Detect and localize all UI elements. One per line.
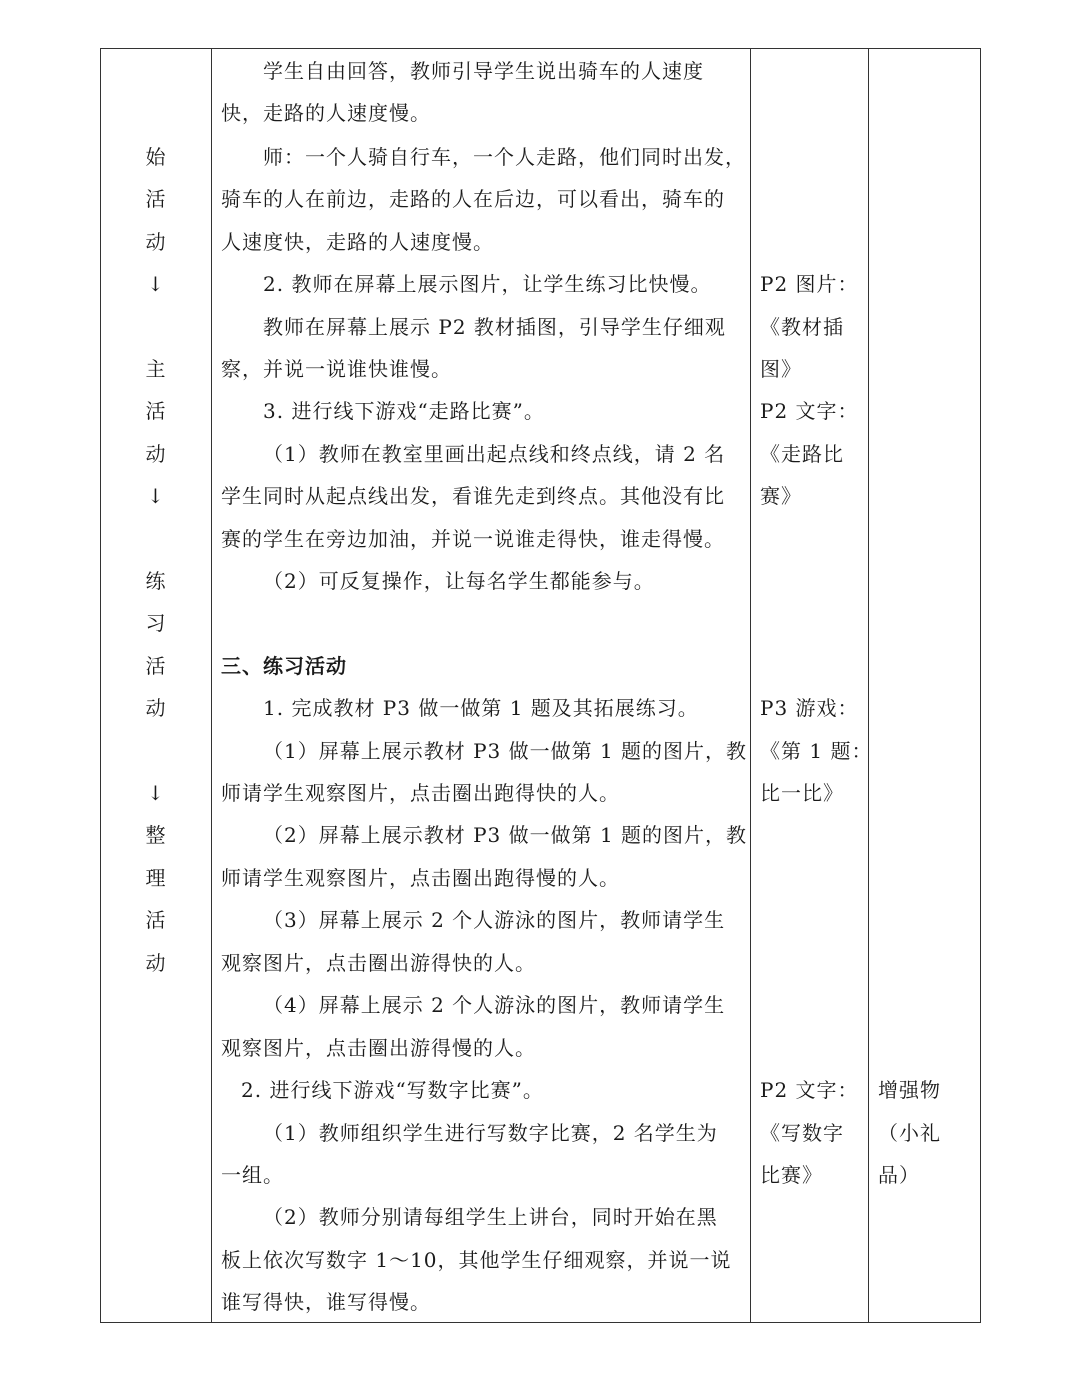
stage-char: 始 (145, 145, 167, 169)
resource-line: P2 图片： (760, 272, 859, 296)
content-line: 师：一个人骑自行车，一个人走路，他们同时出发， (263, 145, 746, 169)
content-line: （1）教师在教室里画出起点线和终点线，请 2 名 (263, 442, 726, 466)
resource-line: 《教材插 (760, 315, 844, 339)
stage-char: 动 (145, 696, 167, 720)
content-line: 察，并说一说谁快谁慢。 (221, 357, 452, 381)
content-line: 学生同时从起点线出发，看谁先走到终点。其他没有比 (221, 484, 725, 508)
content-line: （2）屏幕上展示教材 P3 做一做第 1 题的图片，教 (263, 823, 748, 847)
lesson-plan-table (100, 48, 981, 1323)
content-line: 2. 教师在屏幕上展示图片，让学生练习比快慢。 (263, 272, 712, 296)
stage-char: 整 (145, 823, 167, 847)
content-line: 3. 进行线下游戏“走路比赛”。 (263, 399, 545, 423)
content-line: （2）可反复操作，让每名学生都能参与。 (263, 569, 655, 593)
content-line: 谁写得快，谁写得慢。 (221, 1290, 431, 1314)
stage-char: 主 (145, 357, 167, 381)
reinforcer-line: （小礼 (878, 1121, 941, 1145)
resource-line: 图》 (760, 357, 802, 381)
content-line: 观察图片，点击圈出游得快的人。 (221, 951, 536, 975)
content-line: 学生自由回答，教师引导学生说出骑车的人速度 (263, 59, 704, 83)
content-line: （1）屏幕上展示教材 P3 做一做第 1 题的图片，教 (263, 739, 748, 763)
stage-column (101, 49, 211, 1322)
stage-char: 活 (145, 654, 167, 678)
content-line: 2. 进行线下游戏“写数字比赛”。 (241, 1078, 544, 1102)
resource-line: 《写数字 (760, 1121, 844, 1145)
stage-char: 习 (145, 611, 167, 635)
content-line: 教师在屏幕上展示 P2 教材插图，引导学生仔细观 (263, 315, 726, 339)
reinforcer-column (868, 49, 982, 1322)
arrow-down-icon: ↓ (147, 272, 165, 296)
stage-char: 活 (145, 399, 167, 423)
content-line: 人速度快，走路的人速度慢。 (221, 230, 494, 254)
reinforcer-line: 品） (878, 1163, 920, 1187)
stage-char: 练 (145, 569, 167, 593)
resource-line: 赛》 (760, 484, 802, 508)
content-line: 板上依次写数字 1～10，其他学生仔细观察，并说一说 (221, 1248, 732, 1272)
stage-char: 理 (145, 866, 167, 890)
content-line: （3）屏幕上展示 2 个人游泳的图片，教师请学生 (263, 908, 726, 932)
content-line: 师请学生观察图片，点击圈出跑得慢的人。 (221, 866, 620, 890)
content-column (211, 49, 750, 1322)
content-line: 一组。 (221, 1163, 284, 1187)
stage-char: 动 (145, 442, 167, 466)
resource-line: 《第 1 题： (760, 739, 873, 763)
stage-char: 动 (145, 230, 167, 254)
content-line: 骑车的人在前边，走路的人在后边，可以看出，骑车的 (221, 187, 725, 211)
content-line: 赛的学生在旁边加油，并说一说谁走得快，谁走得慢。 (221, 527, 725, 551)
resource-line: 比赛》 (760, 1163, 823, 1187)
resource-line: P3 游戏： (760, 696, 859, 720)
stage-char: 活 (145, 908, 167, 932)
content-line: 观察图片，点击圈出游得慢的人。 (221, 1036, 536, 1060)
content-line: 师请学生观察图片，点击圈出跑得快的人。 (221, 781, 620, 805)
section-heading: 三、练习活动 (221, 654, 347, 678)
content-line: 1. 完成教材 P3 做一做第 1 题及其拓展练习。 (263, 696, 699, 720)
resource-line: P2 文字： (760, 1078, 859, 1102)
resource-line: 《走路比 (760, 442, 844, 466)
stage-char: 活 (145, 187, 167, 211)
resource-line: 比一比》 (760, 781, 844, 805)
content-line: （2）教师分别请每组学生上讲台，同时开始在黑 (263, 1205, 718, 1229)
content-line: （1）教师组织学生进行写数字比赛，2 名学生为 (263, 1121, 718, 1145)
arrow-down-icon: ↓ (147, 781, 165, 805)
content-line: 快，走路的人速度慢。 (221, 101, 431, 125)
resources-column (750, 49, 873, 1322)
arrow-down-icon: ↓ (147, 484, 165, 508)
reinforcer-line: 增强物 (878, 1078, 941, 1102)
stage-char: 动 (145, 951, 167, 975)
content-line: （4）屏幕上展示 2 个人游泳的图片，教师请学生 (263, 993, 726, 1017)
resource-line: P2 文字： (760, 399, 859, 423)
